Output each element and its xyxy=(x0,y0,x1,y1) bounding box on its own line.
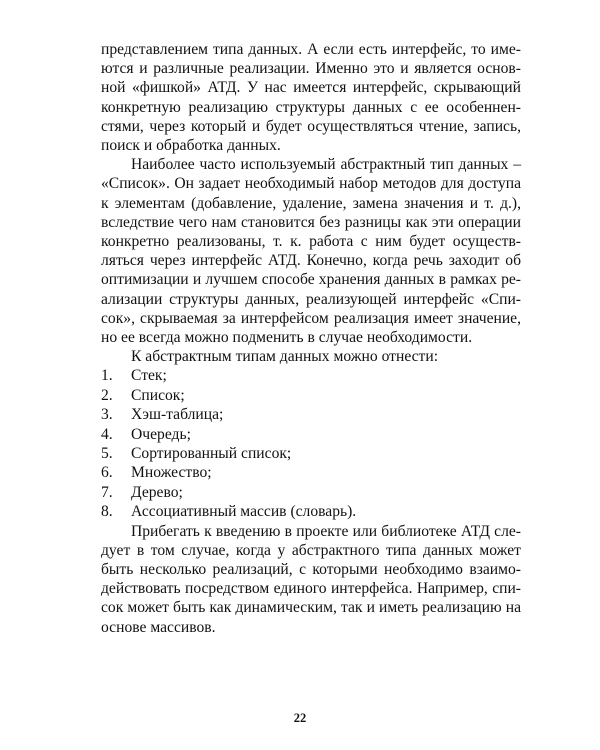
list-text: Очередь; xyxy=(131,425,191,443)
text-line: ной «фишкой» АТД. У нас имеется интерфейс, скрывающий xyxy=(101,79,521,97)
paragraph-list-adt xyxy=(101,155,521,347)
text-line: Наиболее часто используемый абстрактный тип данных – xyxy=(131,156,521,174)
list-number: 4. xyxy=(101,425,113,443)
list-item xyxy=(101,405,521,424)
page-body xyxy=(101,40,521,637)
adt-list xyxy=(101,366,521,521)
text-line: сок», скрываемая за интерфейсом реализация имеет значение, xyxy=(101,309,521,327)
list-number: 8. xyxy=(101,503,113,521)
text-line: оптимизации и лучшем способе хранения данных в рамках ре- xyxy=(101,271,521,289)
text-line: вследствие чего нам становится без разницы как эти операции xyxy=(101,213,521,231)
list-item xyxy=(101,463,521,482)
list-text: Дерево; xyxy=(131,483,183,501)
text-line: действовать посредством единого интерфейса. Например, спи- xyxy=(101,580,521,598)
text-line: Прибегать к введению в проекте или библиотеке АТД сле- xyxy=(131,522,521,540)
text-line: «Список». Он задает необходимый набор методов для доступа xyxy=(101,175,521,193)
list-number: 5. xyxy=(101,445,113,463)
text-line: ляться через интерфейс АТД. Конечно, когда речь заходит об xyxy=(101,252,521,270)
list-item xyxy=(101,444,521,463)
list-number: 3. xyxy=(101,406,113,424)
list-text: Сортированный список; xyxy=(131,445,292,463)
list-text: Ассоциативный массив (словарь). xyxy=(131,503,357,521)
list-number: 7. xyxy=(101,483,113,501)
text-line: ализации структуры данных, реализующей интерфейс «Спи- xyxy=(101,290,521,308)
text-line: сок может быть как динамическим, так и иметь реализацию на xyxy=(101,599,521,617)
page-number: 22 xyxy=(293,711,307,725)
text-line: быть несколько реализаций, с которыми необходимо взаимо- xyxy=(101,560,521,578)
text-line: дует в том случае, когда у абстрактного типа данных может xyxy=(101,541,521,559)
list-item xyxy=(101,425,521,444)
list-item xyxy=(101,386,521,405)
text-line: основе массивов. xyxy=(101,618,216,636)
list-text: Хэш-таблица; xyxy=(131,406,224,424)
text-line: ются и различные реализации. Именно это и является основ- xyxy=(101,60,521,78)
list-item xyxy=(101,366,521,385)
list-text: Множество; xyxy=(131,464,212,482)
text-line: конкретную реализацию структуры данных с ее особеннен- xyxy=(101,98,521,116)
list-number: 2. xyxy=(101,386,113,404)
list-number: 6. xyxy=(101,464,113,482)
paragraph-list-intro xyxy=(101,347,521,366)
list-item xyxy=(101,502,521,521)
text-line: К абстрактным типам данных можно отнести: xyxy=(131,348,439,366)
paragraph-interface xyxy=(101,40,521,155)
text-line: но ее всегда можно подменить в случае необходимости. xyxy=(101,329,473,347)
list-text: Стек; xyxy=(131,367,167,385)
paragraph-closing xyxy=(101,522,521,637)
list-item xyxy=(101,483,521,502)
text-line: представлением типа данных. А если есть интерфейс, то име- xyxy=(101,41,521,58)
text-line: к элементам (добавление, удаление, замена значения и т. д.), xyxy=(101,194,521,212)
list-text: Список; xyxy=(131,386,185,404)
list-number: 1. xyxy=(101,367,113,385)
text-line: поиск и обработка данных. xyxy=(101,137,281,155)
text-line: стями, через который и будет осуществляться чтение, запись, xyxy=(101,117,521,135)
text-line: конкретно реализованы, т. к. работа с ним будет осуществ- xyxy=(101,233,521,251)
